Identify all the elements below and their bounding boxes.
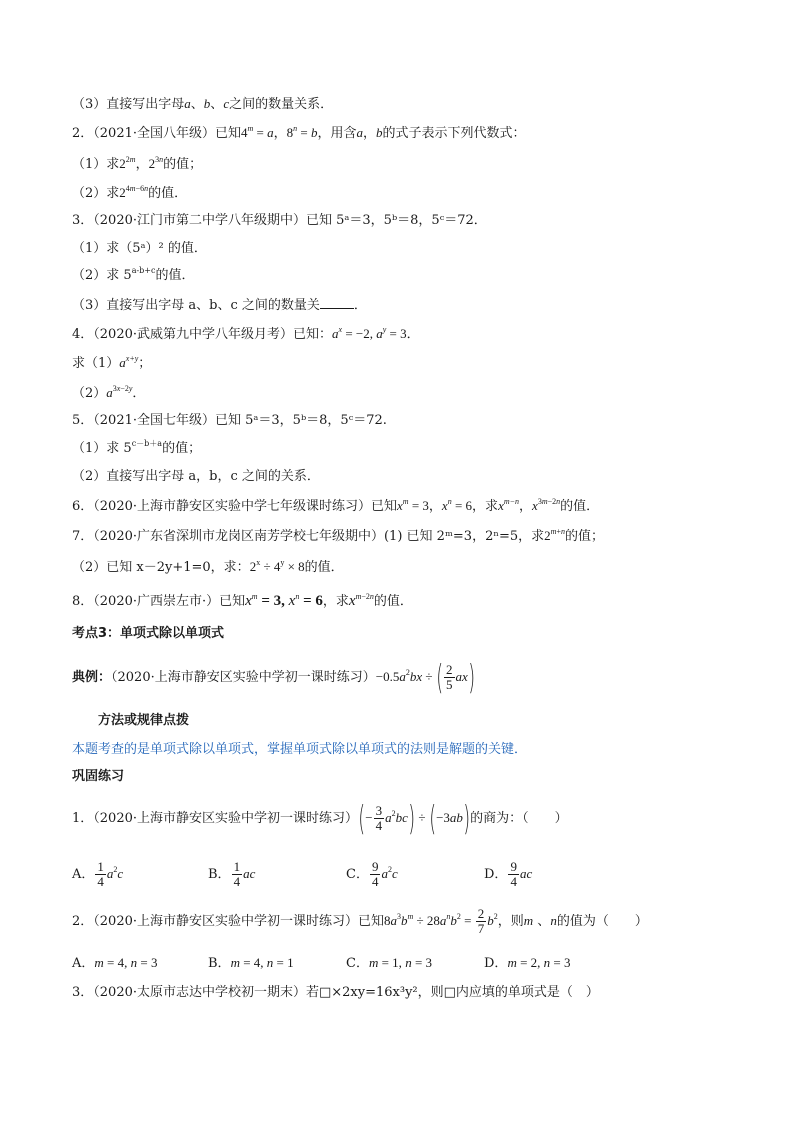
q-line: （2）求$2^{4m-6n}$的值．: [72, 184, 188, 201]
option-b[interactable]: B． $\frac{1}{4}$ ac: [208, 859, 256, 889]
practice-heading: 巩固练习: [72, 769, 125, 784]
q-line: 6．（2020·上海市静安区实验中学七年级课时练习）已知$x^m = 3$，$x^n = 6$，求$x^{m-n}$，$x^{3m-2n}$的值．: [72, 497, 600, 514]
q-line: （1）求（5ᵃ）² 的值．: [72, 241, 207, 256]
q-line: 5．（2021·全国七年级）已知 5ᵃ＝3，5ᵇ＝8，5ᶜ＝72.: [72, 413, 387, 428]
q-line: 3．（2020·江门市第二中学八年级期中）已知 5ᵃ＝3，5ᵇ＝8，5ᶜ＝72．: [72, 213, 487, 228]
q-line: 8．（2020·广西崇左市·）已知$x^m = 3$, $x^n = 6$，求$x^{m-2n}$的值．: [72, 592, 413, 609]
q-line: （1）求 $5^{c-b+a}$的值；: [72, 439, 202, 456]
q-line: 2．（2021·全国八年级）已知$4^m = a$，$8^n = b$，用含a，b的式子表示下列代数式：: [72, 124, 526, 141]
option-a[interactable]: A．m = 4, n = 3: [72, 955, 158, 971]
q-line: （1）求$2^{2m}$，$2^{3n}$的值；: [72, 155, 203, 172]
q-line: （3）直接写出字母a、b、c之间的数量关系．: [72, 96, 334, 112]
q-line: （2）已知 x－2y+1=0，求：$2^x \div 4^y \times 8$的值．: [72, 558, 344, 575]
example-line: 典例：（2020·上海市静安区实验中学初一课时练习）$-0.5a^2bx$ ÷ ( $\frac{2}{5}$ ax): [72, 657, 475, 698]
answer-blank: [320, 296, 354, 309]
q-line: 7．（2020·广东省深圳市龙岗区南芳学校七年级期中）(1) 已知 2ᵐ=3，2ⁿ=5，求$2^{m+n}$的值；: [72, 527, 604, 544]
practice-q3: 3．（2020·太原市志达中学校初一期末）若□×2xy=16x³y²，则□内应填的单项式是（ ）: [72, 985, 599, 1000]
option-a[interactable]: A． $\frac{1}{4}$ $a^2c$: [72, 859, 124, 889]
q-line: 求$(1)a^{x+y}$；: [72, 354, 152, 371]
option-d[interactable]: D． $\frac{9}{4}$ ac: [484, 859, 533, 889]
q-line: （2）求 $5^{a-b+c}$的值．: [72, 266, 195, 283]
practice-q2: 2．（2020·上海市静安区实验中学初一课时练习）已知$8a^3b^m \div 28a^nb^2$ = $\frac{2}{7}$ $b^2$，则m 、n的值为（ ）: [72, 906, 648, 936]
practice-q1: 1．（2020·上海市静安区实验中学初一课时练习）(− $\frac{3}{4}$ $a^2bc) \div (-3ab)$的商为：（ ）: [72, 798, 568, 839]
q-line: （3）直接写出字母 a、b、c 之间的数量关 ．: [72, 298, 367, 313]
section-heading: 考点3：单项式除以单项式: [72, 626, 225, 641]
option-c[interactable]: C． $\frac{9}{4}$ $a^2c$: [346, 859, 398, 889]
option-c[interactable]: C．m = 1, n = 3: [346, 955, 433, 971]
option-b[interactable]: B．m = 4, n = 1: [208, 955, 294, 971]
q-line: 4．（2020·武威第九中学八年级月考）已知：$a^x = -2$, $a^y = 3$．: [72, 325, 420, 342]
method-heading: 方法或规律点拨: [98, 713, 190, 728]
q-line: （2）直接写出字母 a，b，c 之间的关系．: [72, 469, 320, 484]
q-line: $(2)a^{3x-2y}$．: [72, 384, 146, 401]
method-text: 本题考查的是单项式除以单项式，掌握单项式除以单项式的法则是解题的关键．: [72, 742, 528, 757]
option-d[interactable]: D．m = 2, n = 3: [484, 955, 571, 971]
